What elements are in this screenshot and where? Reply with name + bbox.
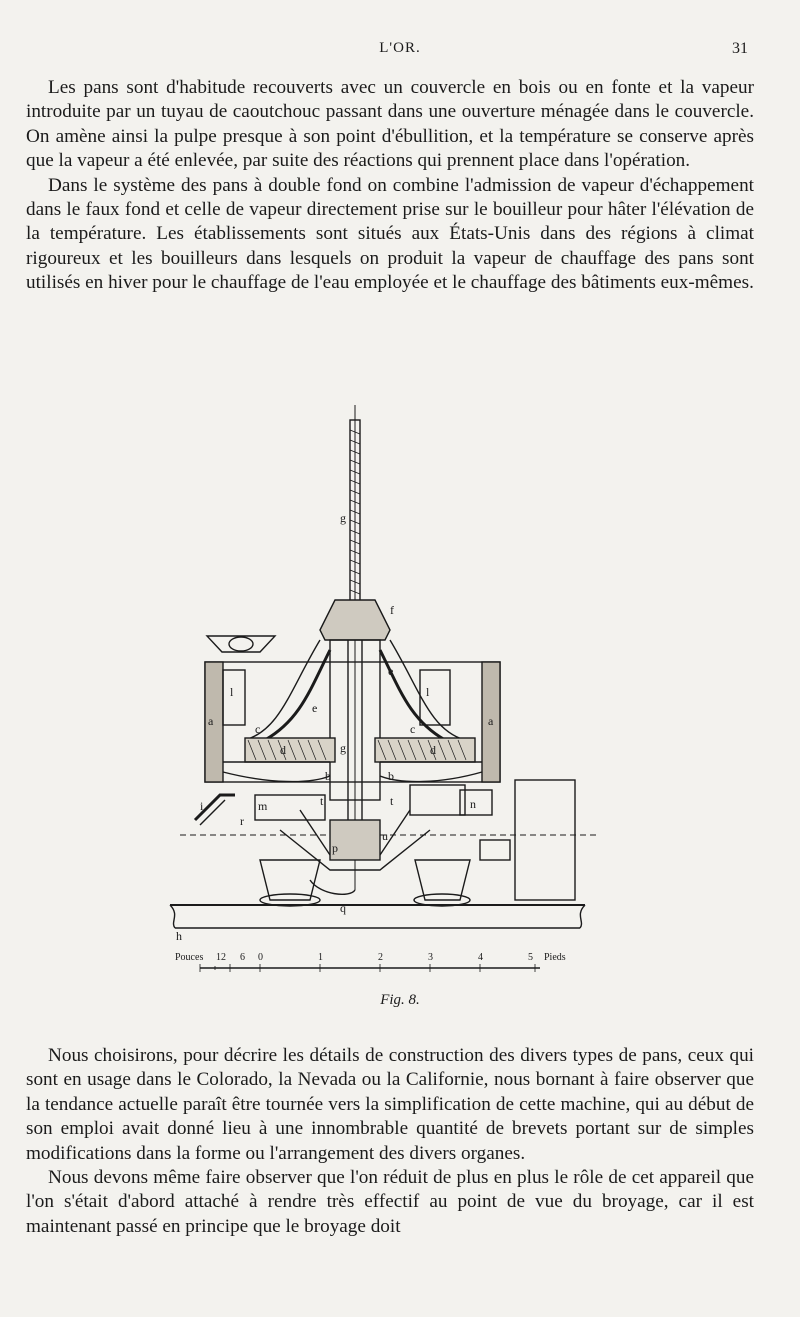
scale-tick: 2	[378, 952, 383, 963]
figure-label-b: b	[388, 769, 394, 783]
text-block-top	[26, 76, 754, 296]
figure-label-e: e	[312, 701, 318, 715]
paragraph: Nous devons même faire observer que l'on réduit de plus en plus le rôle de cet appareil que l'on s'était d'abord attaché à rendre très effectif au point de vue du broyage, car il est maintenant passé en principe que le broyage doit	[26, 1167, 754, 1237]
figure-label-g: g	[340, 741, 346, 755]
figure-label-l: l	[426, 685, 430, 699]
paragraph: Nous choisirons, pour décrire les détails de construction des divers types de pans, ceux qui sont en usage dans le Colorado, la Nevada ou la Californie, nous bornant à faire observer que la tendance actuelle paraît être tournée vers la simplification de cette machine, qui au début de son emploi avait donné lieu à une innombrable quantité de brevets portant sur de simples modifications dans la forme ou l'arrangement des divers organes.	[26, 1045, 754, 1164]
figure-engraving	[160, 400, 600, 1000]
scale-tick: 0	[258, 952, 263, 963]
scale-tick: 3	[428, 952, 433, 963]
paragraph: Dans le système des pans à double fond on combine l'admission de vapeur d'échappement dans le faux fond et celle de vapeur directement prise sur le bouilleur pour hâter l'élévation de la température. Les établissements sont situés aux États-Unis dans des régions à climat rigoureux et les bouilleurs dans lesquels on produit la vapeur de chauffage des pans sont utilisés en hiver pour le chauffage de l'eau employée et le chauffage des bâtiments eux-mêmes.	[26, 174, 754, 294]
figure-caption: Fig. 8.	[380, 992, 420, 1008]
scale-label-left: Pouces	[175, 952, 204, 963]
scale-tick: 4	[478, 952, 483, 963]
figure-label-b: b	[325, 769, 331, 783]
figure-label-e: e	[388, 664, 394, 678]
pan-cross-section-drawing	[160, 400, 600, 1000]
paragraph: Les pans sont d'habitude recouverts avec un couvercle en bois ou en fonte et la vapeur introduite par un tuyau de caoutchouc passant dans une ouverture ménagée dans le couvercle. On amène ainsi la pulpe presque à son point d'ébullition, et la température se conserve après que la vapeur a été enlevée, par suite des réactions qui prennent place dans l'opération.	[26, 77, 754, 172]
scale-tick: 12	[216, 952, 226, 963]
figure-label-d: d	[280, 743, 286, 757]
figure-label-a: a	[208, 714, 214, 728]
figure-label-h: h	[176, 929, 182, 943]
figure-label-c: c	[410, 722, 416, 736]
running-title: L'OR.	[379, 40, 421, 56]
figure-label-t: t	[320, 794, 324, 808]
page-number: 31	[732, 40, 748, 57]
figure-label-r: r	[240, 814, 244, 828]
figure-label-i: i	[200, 799, 204, 813]
figure-label-d: d	[430, 743, 436, 757]
figure-label-c: c	[255, 722, 261, 736]
figure-label-u: u	[382, 829, 388, 843]
figure-label-m: m	[258, 799, 268, 813]
figure-label-n: n	[470, 797, 476, 811]
figure-label-g: g	[340, 511, 346, 525]
running-head	[0, 40, 800, 62]
figure-label-t: t	[390, 794, 394, 808]
text-block-bottom	[26, 1044, 754, 1239]
figure-label-q: q	[340, 901, 346, 915]
scale-tick: 6	[240, 952, 245, 963]
figure-label-p: p	[332, 841, 338, 855]
scale-tick: 1	[318, 952, 323, 963]
figure-label-l: l	[230, 685, 234, 699]
figure-label-a: a	[488, 714, 494, 728]
figure-label-f: f	[390, 603, 394, 617]
scale-label-right: Pieds	[544, 952, 566, 963]
scale-tick: 5	[528, 952, 533, 963]
